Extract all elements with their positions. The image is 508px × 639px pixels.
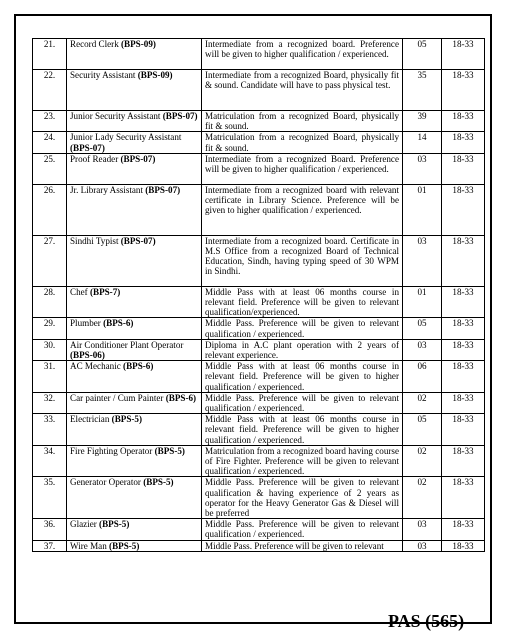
qualification: Middle Pass. Preference will be given to relevant qualification / experienced. <box>202 318 403 339</box>
serial-number: 31. <box>33 361 67 393</box>
number-of-posts: 03 <box>403 519 442 540</box>
age-limit: 18-33 <box>442 235 485 286</box>
post-name <box>67 540 202 551</box>
post-name <box>67 392 202 413</box>
qualification: Matriculation from a recognized Board, physically fit & sound. <box>202 132 403 153</box>
age-limit: 18-33 <box>442 184 485 235</box>
pay-scale: (BPS-07) <box>145 184 181 195</box>
serial-number: 29. <box>33 318 67 339</box>
serial-number: 25. <box>33 153 67 184</box>
table-row <box>33 318 485 339</box>
pay-scale: (BPS-5) <box>154 445 185 456</box>
age-limit: 18-33 <box>442 286 485 318</box>
post-title: Air Conditioner Plant Operator <box>70 339 184 350</box>
number-of-posts: 03 <box>403 339 442 360</box>
table-row <box>33 39 485 70</box>
post-name <box>67 477 202 519</box>
serial-number: 37. <box>33 540 67 551</box>
pay-scale: (BPS-07) <box>120 153 156 164</box>
post-name <box>67 519 202 540</box>
pay-scale: (BPS-07) <box>70 142 105 153</box>
page-footer-code: PAS (565) <box>388 611 465 631</box>
number-of-posts: 02 <box>403 445 442 477</box>
age-limit: 18-33 <box>442 361 485 393</box>
table-row <box>33 519 485 540</box>
vacancy-table-body <box>33 39 485 552</box>
qualification: Matriculation from a recognized Board, physically fit & sound. <box>202 111 403 132</box>
table-row <box>33 339 485 360</box>
table-row <box>33 477 485 519</box>
post-title: Fire Fighting Operator <box>70 445 153 456</box>
post-title: Security Assistant <box>70 70 136 80</box>
qualification: Diploma in A.C plant operation with 2 years of relevant experience. <box>202 339 403 360</box>
post-title: Record Clerk <box>70 39 119 49</box>
age-limit: 18-33 <box>442 70 485 111</box>
serial-number: 32. <box>33 392 67 413</box>
table-row <box>33 361 485 393</box>
table-row <box>33 184 485 235</box>
serial-number: 30. <box>33 339 67 360</box>
post-name <box>67 39 202 70</box>
post-title: Jr. Library Assistant <box>70 184 143 195</box>
number-of-posts: 05 <box>403 414 442 446</box>
table-row <box>33 153 485 184</box>
table-row <box>33 445 485 477</box>
post-title: Car painter / Cum Painter <box>70 392 164 403</box>
table-row <box>33 132 485 153</box>
post-title: Sindhi Typist <box>70 235 119 246</box>
table-row <box>33 70 485 111</box>
age-limit: 18-33 <box>442 477 485 519</box>
post-name <box>67 235 202 286</box>
qualification: Middle Pass with at least 06 months course in relevant field. Preference will be given to relevant qualification/experienced. <box>202 286 403 318</box>
post-title: Glazier <box>70 519 97 530</box>
post-title: Wire Man <box>70 540 107 551</box>
serial-number: 22. <box>33 70 67 111</box>
qualification: Intermediate from a recognized board with relevant certificate in Library Science. Preference will be given to higher qualification / experienced. <box>202 184 403 235</box>
qualification: Intermediate from a recognized board. Certificate in M.S Office from a recognized Board of Technical Education, Sindh, having typing speed of 30 WPM in Sindhi. <box>202 235 403 286</box>
serial-number: 21. <box>33 39 67 70</box>
qualification: Intermediate from a recognized board. Preference will be given to higher qualification / experienced. <box>202 39 403 70</box>
serial-number: 23. <box>33 111 67 132</box>
age-limit: 18-33 <box>442 414 485 446</box>
number-of-posts: 03 <box>403 235 442 286</box>
table-row <box>33 414 485 446</box>
pay-scale: (BPS-09) <box>121 39 156 49</box>
page-border <box>14 14 492 631</box>
pay-scale: (BPS-06) <box>70 350 105 361</box>
post-name <box>67 111 202 132</box>
qualification: Intermediate from a recognized Board, physically fit & sound. Candidate will have to pass physical test. <box>202 70 403 111</box>
number-of-posts: 01 <box>403 184 442 235</box>
serial-number: 35. <box>33 477 67 519</box>
serial-number: 28. <box>33 286 67 318</box>
age-limit: 18-33 <box>442 392 485 413</box>
qualification: Middle Pass with at least 06 months course in relevant field. Preference will be given to higher qualification / experienced. <box>202 414 403 446</box>
pay-scale: (BPS-07) <box>120 235 156 246</box>
number-of-posts: 35 <box>403 70 442 111</box>
post-name <box>67 132 202 153</box>
age-limit: 18-33 <box>442 39 485 70</box>
table-row <box>33 540 485 551</box>
post-title: Electrician <box>70 414 110 425</box>
table-row <box>33 392 485 413</box>
number-of-posts: 03 <box>403 153 442 184</box>
age-limit: 18-33 <box>442 132 485 153</box>
post-name <box>67 184 202 235</box>
vacancy-table <box>32 38 485 552</box>
age-limit: 18-33 <box>442 445 485 477</box>
qualification: Intermediate from a recognized Board. Preference will be given to higher qualification / experienced. <box>202 153 403 184</box>
post-name <box>67 361 202 393</box>
post-title: Junior Lady Security Assistant <box>70 132 182 143</box>
post-name <box>67 153 202 184</box>
pay-scale: (BPS-7) <box>89 286 121 297</box>
number-of-posts: 01 <box>403 286 442 318</box>
post-name <box>67 286 202 318</box>
qualification: Middle Pass. Preference will be given to relevant qualification / experienced. <box>202 392 403 413</box>
number-of-posts: 06 <box>403 361 442 393</box>
post-title: Generator Operator <box>70 477 141 488</box>
serial-number: 36. <box>33 519 67 540</box>
post-name <box>67 445 202 477</box>
post-name <box>67 414 202 446</box>
age-limit: 18-33 <box>442 111 485 132</box>
table-row <box>33 111 485 132</box>
serial-number: 33. <box>33 414 67 446</box>
pay-scale: (BPS-6) <box>123 361 154 372</box>
pay-scale: (BPS-5) <box>109 540 140 551</box>
age-limit: 18-33 <box>442 318 485 339</box>
post-title: AC Mechanic <box>70 361 121 372</box>
number-of-posts: 39 <box>403 111 442 132</box>
qualification: Matriculation from a recognized board having course of Fire Fighter. Preference will be given to relevant qualification / experienced. <box>202 445 403 477</box>
pay-scale: (BPS-07) <box>162 111 198 121</box>
serial-number: 24. <box>33 132 67 153</box>
post-name <box>67 318 202 339</box>
post-title: Plumber <box>70 318 101 329</box>
post-title: Junior Security Assistant <box>70 111 161 121</box>
number-of-posts: 14 <box>403 132 442 153</box>
number-of-posts: 05 <box>403 318 442 339</box>
pay-scale: (BPS-09) <box>137 70 173 80</box>
age-limit: 18-33 <box>442 540 485 551</box>
number-of-posts: 05 <box>403 39 442 70</box>
qualification: Middle Pass. Preference will be given to relevant <box>202 540 403 551</box>
pay-scale: (BPS-5) <box>143 477 174 488</box>
post-title: Chef <box>70 286 88 297</box>
number-of-posts: 02 <box>403 477 442 519</box>
serial-number: 26. <box>33 184 67 235</box>
serial-number: 34. <box>33 445 67 477</box>
post-name <box>67 70 202 111</box>
age-limit: 18-33 <box>442 339 485 360</box>
pay-scale: (BPS-6) <box>103 318 134 329</box>
qualification: Middle Pass. Preference will be given to relevant qualification & having experience of 2 years as operator for the Heavy Generator Gas & Diesel will be preferred <box>202 477 403 519</box>
serial-number: 27. <box>33 235 67 286</box>
post-name <box>67 339 202 360</box>
pay-scale: (BPS-5) <box>99 519 130 530</box>
number-of-posts: 03 <box>403 540 442 551</box>
qualification: Middle Pass. Preference will be given to relevant qualification / experienced. <box>202 519 403 540</box>
pay-scale: (BPS-6) <box>165 392 197 403</box>
pay-scale: (BPS-5) <box>111 414 142 425</box>
age-limit: 18-33 <box>442 519 485 540</box>
table-row <box>33 235 485 286</box>
qualification: Middle Pass with at least 06 months course in relevant field. Preference will be given to higher qualification / experienced. <box>202 361 403 393</box>
post-title: Proof Reader <box>70 153 119 164</box>
table-row <box>33 286 485 318</box>
number-of-posts: 02 <box>403 392 442 413</box>
age-limit: 18-33 <box>442 153 485 184</box>
